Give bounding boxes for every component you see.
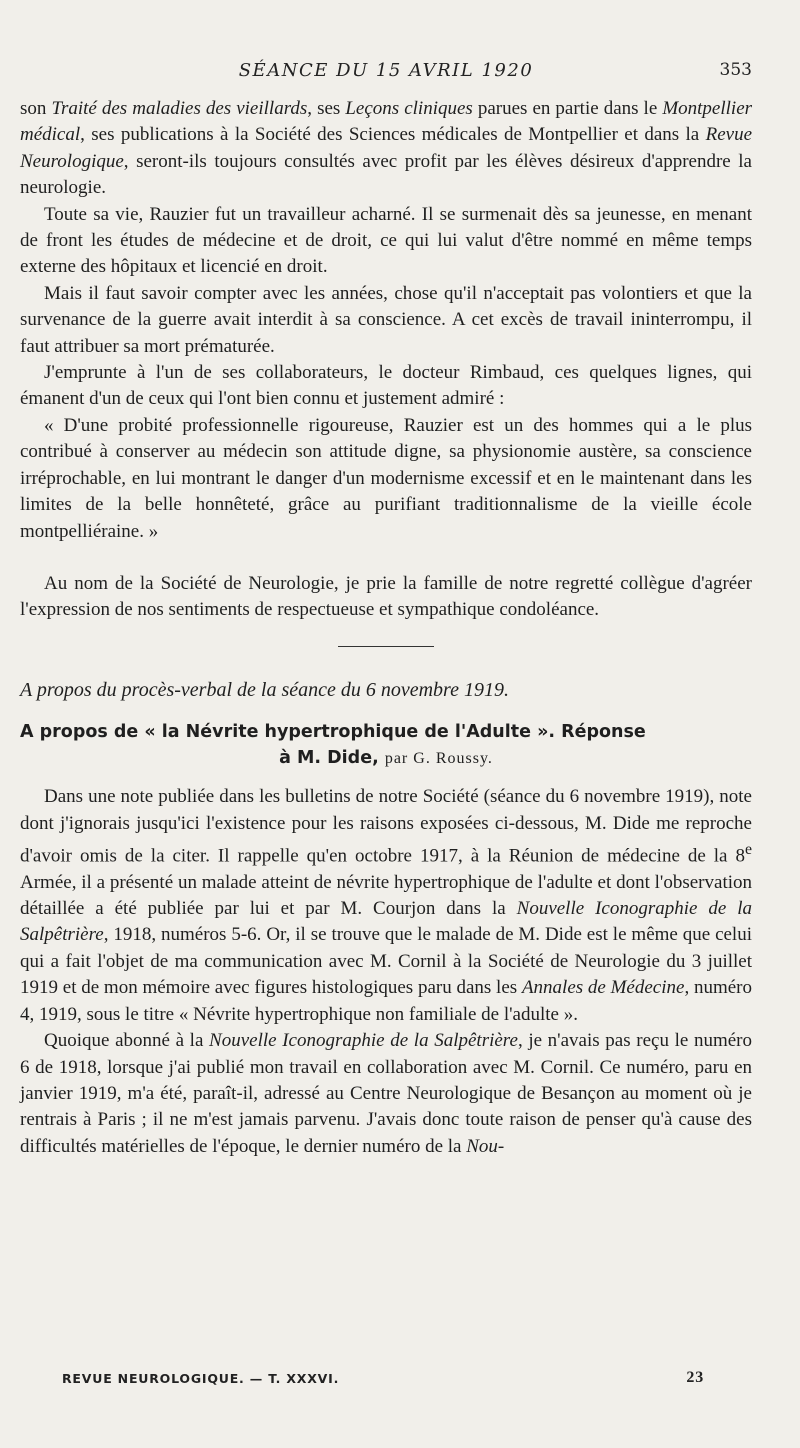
title-annales-medecine: Annales de Médecine xyxy=(521,977,685,999)
page-header xyxy=(20,56,752,86)
sheet-number: 23 xyxy=(686,1369,704,1386)
section-title: A propos du procès-verbal de la séance du 6 novembre 1919. xyxy=(20,678,509,701)
title-traite: Traité des maladies des vieillards xyxy=(51,98,308,119)
page-number: 353 xyxy=(719,60,752,80)
title-nouvelle-iconographie-2: Nouvelle Iconographie de la Salpêtrière xyxy=(209,1030,518,1052)
article-title xyxy=(20,719,752,772)
journal-signature: REVUE NEUROLOGIQUE. — T. XXXVI. xyxy=(62,1371,340,1386)
page-body xyxy=(20,96,752,1160)
title-nouvelle-continued: Nou- xyxy=(466,1135,505,1157)
paragraph-rimbaud-intro: J'emprunte à l'un de ses collaborateurs, le docteur Rimbaud, ces quelques lignes, qui émanent d'un de ceux qui l'ont bien connu et justement admiré : xyxy=(20,362,752,410)
title-lecons: Leçons cliniques xyxy=(345,98,473,119)
title-montpellier-medical: Montpellier médical xyxy=(20,98,753,146)
paragraph-rauzier-works: son Traité des maladies des vieillards, ses Leçons cliniques parues en partie dans le Montpellier médical, ses publications à la Société des Sciences médicales de Montpellier et dans la Revue Neurologique, seront-ils toujours consultés avec profit par les élèves désireux d'apprendre la neurologie. xyxy=(20,98,753,199)
paragraph-travailleur: Toute sa vie, Rauzier fut un travailleur acharné. Il se surmenait dès sa jeunesse, en menant de front les études de médecine et de droit, ce qui lui valut d'être nommé en même temps externe des hôpitaux et licencié en droit. xyxy=(20,203,752,278)
title-nouvelle-iconographie: Nouvelle Iconographie de la Salpêtrière xyxy=(20,898,753,946)
page-footer xyxy=(62,1368,704,1390)
title-revue-neurologique: Revue Neurologique xyxy=(20,124,752,172)
running-title: SÉANCE DU 15 AVRIL 1920 xyxy=(238,60,534,81)
paragraph-abonne: Quoique abonné à la Nouvelle Iconographie de la Salpêtrière, je n'avais pas reçu le numéro 6 de 1918, lorsque j'ai publié mon travail en collaboration avec M. Cornil. Ce numéro, paru en janvier 1919, m'a été, paraît-il, adressé au Centre Neurologique de Besançon au moment où je rentrais à Paris ; il ne m'est jamais parvenu. J'avais donc toute raison de penser qu'à cause des difficultés matérielles de l'époque, le dernier numéro de la Nou- xyxy=(20,1030,752,1157)
section-divider xyxy=(338,646,434,647)
paragraph-dide-note: Dans une note publiée dans les bulletins de notre Société (séance du 6 novembre 1919), note dont j'ignorais jusqu'ici l'existence pour les raisons exposées ci-dessous, M. Dide me reproche d'avoir omis de la citer. Il rappelle qu'en octobre 1917, à la Réunion de médecine de la 8e Armée, il a présenté un malade atteint de névrite hypertrophique de l'adulte et dont l'observation détaillée a été publiée par lui et par M. Courjon dans la Nouvelle Iconographie de la Salpêtrière, 1918, numéros 5-6. Or, il se trouve que le malade de M. Dide est le même que celui qui a fait l'objet de ma communication avec M. Cornil à la Société de Neurologie du 3 juillet 1919 et de mon mémoire avec figures histologiques paru dans les Annales de Médecine, numéro 4, 1919, sous le titre « Névrite hypertrophique non familiale de l'adulte ». xyxy=(20,786,753,1025)
article-title-line2: à M. Dide, xyxy=(279,748,379,769)
paragraph-mort-prematuree: Mais il faut savoir compter avec les années, chose qu'il n'acceptait pas volontiers et que la survenance de la guerre avait interdit à sa conscience. A cet excès de travail ininterrompu, il faut attribuer sa mort prématurée. xyxy=(20,282,752,357)
paragraph-rimbaud-quote: « D'une probité professionnelle rigoureuse, Rauzier est un des hommes qui a le plus contribué à conserver au médecin son attitude digne, sa physionomie austère, sa conscience irréprochable, en lui montrant le danger d'un modernisme excessif et en le maintenant dans les limites de la belle honnêteté, grâce au purifiant traditionnalisme de la vieille école montpelliéraine. » xyxy=(20,414,752,542)
paragraph-condoleance: Au nom de la Société de Neurologie, je prie la famille de notre regretté collègue d'agréer l'expression de nos sentiments de respectueuse et sympathique condoléance. xyxy=(20,572,752,621)
article-author: par G. Roussy. xyxy=(384,750,493,768)
article-title-line1: A propos de « la Névrite hypertrophique de l'Adulte ». Réponse xyxy=(20,722,646,743)
